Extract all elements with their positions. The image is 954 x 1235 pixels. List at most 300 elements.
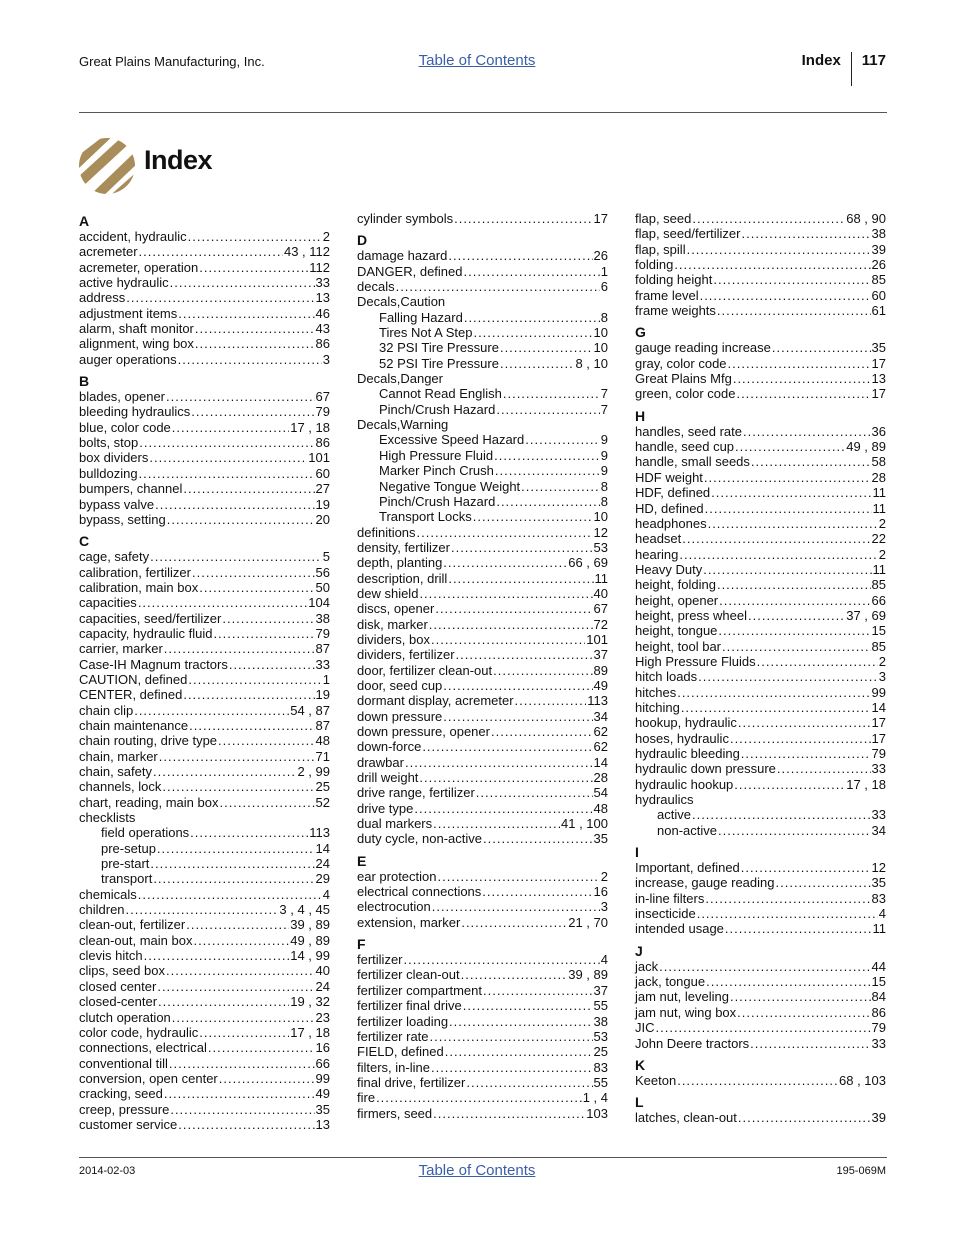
index-entry[interactable] — [79, 902, 330, 917]
index-page-refs[interactable]: 17 , 18 — [846, 776, 886, 792]
index-entry[interactable] — [635, 700, 886, 715]
index-page-refs[interactable]: 8 — [600, 309, 608, 325]
index-page-refs[interactable]: 12 — [871, 860, 886, 876]
index-page-refs[interactable]: 15 — [871, 974, 886, 990]
index-entry[interactable] — [79, 1056, 330, 1071]
index-page-refs[interactable]: 17 — [871, 715, 886, 731]
index-page-refs[interactable]: 103 — [586, 1105, 608, 1121]
index-page-refs[interactable]: 54 , 87 — [290, 702, 330, 718]
table-of-contents-link[interactable]: Table of Contents — [418, 52, 536, 69]
index-page-refs[interactable]: 13 — [315, 290, 330, 306]
index-entry[interactable] — [357, 884, 608, 899]
index-page-refs[interactable]: 87 — [315, 641, 330, 657]
index-entry[interactable] — [357, 1014, 608, 1029]
index-entry[interactable] — [635, 608, 886, 623]
index-entry[interactable] — [357, 248, 608, 263]
index-entry[interactable] — [635, 371, 886, 386]
index-entry[interactable] — [79, 733, 330, 748]
index-page-refs[interactable]: 2 , 99 — [297, 764, 330, 779]
index-page-refs[interactable]: 35 — [593, 831, 608, 847]
index-page-refs[interactable]: 43 — [315, 321, 330, 337]
index-entry[interactable] — [635, 501, 886, 516]
index-page-refs[interactable]: 68 , 90 — [846, 211, 886, 226]
index-page-refs[interactable]: 8 — [600, 493, 608, 509]
index-entry[interactable] — [357, 586, 608, 601]
index-entry[interactable] — [635, 242, 886, 257]
index-entry[interactable] — [357, 770, 608, 785]
index-entry[interactable] — [79, 718, 330, 733]
index-subentry[interactable] — [357, 340, 608, 355]
index-page-refs[interactable]: 99 — [315, 1070, 330, 1086]
index-entry[interactable] — [635, 288, 886, 303]
index-page-refs[interactable]: 11 — [872, 921, 886, 937]
index-page-refs[interactable]: 101 — [308, 450, 330, 466]
index-entry[interactable] — [635, 562, 886, 577]
index-page-refs[interactable]: 113 — [309, 825, 330, 841]
index-page-refs[interactable]: 50 — [315, 579, 330, 595]
index-page-refs[interactable]: 39 — [871, 241, 886, 257]
index-page-refs[interactable]: 10 — [593, 340, 608, 356]
index-entry[interactable] — [635, 1110, 886, 1125]
index-page-refs[interactable]: 17 — [871, 386, 886, 402]
index-entry[interactable] — [79, 641, 330, 656]
index-page-refs[interactable]: 25 — [593, 1044, 608, 1060]
index-page-refs[interactable]: 33 — [315, 275, 330, 291]
index-entry[interactable] — [79, 749, 330, 764]
index-page-refs[interactable]: 9 — [600, 447, 608, 463]
index-entry[interactable] — [635, 731, 886, 746]
index-entry[interactable] — [357, 617, 608, 632]
index-page-refs[interactable]: 87 — [315, 717, 330, 733]
index-subentry[interactable] — [357, 509, 608, 524]
index-page-refs[interactable]: 55 — [593, 1074, 608, 1090]
index-page-refs[interactable]: 36 — [871, 423, 886, 439]
index-page-refs[interactable]: 112 — [309, 259, 330, 275]
index-entry[interactable] — [635, 623, 886, 638]
index-page-refs[interactable]: 17 , 18 — [290, 1024, 330, 1040]
index-entry[interactable] — [635, 959, 886, 974]
index-entry[interactable] — [79, 764, 330, 779]
index-entry[interactable] — [357, 869, 608, 884]
index-entry[interactable] — [79, 466, 330, 481]
index-entry[interactable] — [635, 386, 886, 401]
index-entry[interactable] — [357, 264, 608, 279]
index-page-refs[interactable]: 85 — [871, 577, 886, 593]
index-page-refs[interactable]: 71 — [315, 748, 330, 764]
index-page-refs[interactable]: 1 , 4 — [582, 1090, 608, 1106]
index-entry[interactable] — [357, 915, 608, 930]
index-page-refs[interactable]: 43 , 112 — [283, 244, 330, 260]
index-page-refs[interactable]: 4 — [878, 906, 886, 922]
index-entry[interactable] — [79, 404, 330, 419]
index-entry[interactable] — [635, 454, 886, 469]
index-page-refs[interactable]: 33 — [315, 656, 330, 672]
index-page-refs[interactable]: 49 — [315, 1086, 330, 1102]
index-page-refs[interactable]: 86 — [871, 1004, 886, 1020]
index-page-refs[interactable]: 10 — [593, 325, 608, 341]
index-page-refs[interactable]: 22 — [871, 531, 886, 547]
index-entry[interactable] — [79, 963, 330, 978]
index-page-refs[interactable]: 79 — [871, 1020, 886, 1036]
index-entry[interactable] — [79, 795, 330, 810]
index-page-refs[interactable]: 14 — [315, 840, 330, 856]
index-page-refs[interactable]: 62 — [593, 724, 608, 739]
index-page-refs[interactable]: 19 — [315, 496, 330, 512]
index-page-refs[interactable]: 23 — [315, 1009, 330, 1025]
index-entry[interactable] — [635, 226, 886, 241]
index-entry[interactable] — [635, 875, 886, 890]
index-entry[interactable] — [635, 715, 886, 730]
index-page-refs[interactable]: 56 — [315, 564, 330, 580]
index-entry[interactable] — [635, 356, 886, 371]
index-page-refs[interactable]: 3 , 4 , 45 — [279, 902, 330, 918]
index-page-refs[interactable]: 113 — [587, 693, 608, 709]
index-entry[interactable] — [635, 974, 886, 989]
index-entry[interactable] — [79, 779, 330, 794]
index-entry[interactable] — [357, 663, 608, 678]
index-entry[interactable] — [79, 1086, 330, 1101]
index-subentry[interactable] — [357, 310, 608, 325]
index-entry[interactable] — [79, 435, 330, 450]
index-entry[interactable] — [79, 497, 330, 512]
index-entry[interactable] — [79, 948, 330, 963]
index-entry[interactable] — [79, 887, 330, 902]
index-page-refs[interactable]: 35 — [871, 340, 886, 356]
index-page-refs[interactable]: 40 — [593, 585, 608, 601]
index-entry[interactable] — [635, 685, 886, 700]
index-page-refs[interactable]: 49 , 89 — [290, 932, 330, 948]
index-page-refs[interactable]: 79 — [871, 746, 886, 761]
index-entry[interactable] — [635, 746, 886, 761]
index-page-refs[interactable]: 62 — [593, 739, 608, 755]
index-entry[interactable] — [635, 516, 886, 531]
index-entry[interactable] — [635, 906, 886, 921]
index-page-refs[interactable]: 1 — [600, 263, 608, 279]
index-page-refs[interactable]: 39 , 89 — [290, 917, 330, 933]
index-subentry[interactable] — [357, 325, 608, 340]
index-entry[interactable] — [79, 260, 330, 275]
index-page-refs[interactable]: 17 — [593, 211, 608, 226]
index-entry[interactable] — [635, 577, 886, 592]
index-entry[interactable] — [357, 632, 608, 647]
index-entry[interactable] — [357, 1075, 608, 1090]
index-page-refs[interactable]: 11 — [594, 570, 608, 586]
index-entry[interactable] — [79, 1025, 330, 1040]
index-page-refs[interactable]: 14 — [593, 754, 608, 770]
index-subentry[interactable] — [635, 823, 886, 838]
index-entry[interactable] — [635, 654, 886, 669]
index-entry[interactable] — [357, 601, 608, 616]
index-page-refs[interactable]: 3 — [878, 669, 886, 685]
index-page-refs[interactable]: 33 — [871, 1035, 886, 1051]
index-page-refs[interactable]: 84 — [871, 989, 886, 1005]
index-entry[interactable] — [79, 420, 330, 435]
index-page-refs[interactable]: 38 — [871, 226, 886, 242]
index-entry[interactable] — [79, 979, 330, 994]
index-entry[interactable] — [357, 1090, 608, 1105]
index-entry[interactable] — [635, 669, 886, 684]
index-page-refs[interactable]: 17 , 18 — [290, 419, 330, 435]
index-entry[interactable] — [357, 1106, 608, 1121]
index-entry[interactable] — [357, 211, 608, 226]
index-page-refs[interactable]: 79 — [315, 404, 330, 420]
index-page-refs[interactable]: 48 — [593, 800, 608, 816]
index-page-refs[interactable]: 25 — [315, 779, 330, 795]
index-page-refs[interactable]: 61 — [871, 303, 886, 319]
index-entry[interactable] — [635, 340, 886, 355]
index-entry[interactable] — [79, 672, 330, 687]
index-entry[interactable] — [79, 595, 330, 610]
index-entry[interactable] — [635, 921, 886, 936]
index-entry[interactable] — [635, 860, 886, 875]
index-entry[interactable] — [79, 933, 330, 948]
index-entry[interactable] — [79, 565, 330, 580]
index-page-refs[interactable]: 66 — [871, 592, 886, 608]
index-entry[interactable] — [357, 525, 608, 540]
index-subentry[interactable] — [357, 494, 608, 509]
index-subentry[interactable] — [79, 825, 330, 840]
index-page-refs[interactable]: 29 — [315, 871, 330, 887]
index-page-refs[interactable]: 83 — [871, 890, 886, 906]
index-entry[interactable] — [79, 1040, 330, 1055]
index-entry[interactable] — [357, 1044, 608, 1059]
index-entry[interactable] — [79, 1010, 330, 1025]
index-entry[interactable] — [357, 785, 608, 800]
index-subentry[interactable] — [357, 448, 608, 463]
index-entry[interactable] — [635, 1005, 886, 1020]
index-page-refs[interactable]: 72 — [593, 616, 608, 632]
index-entry[interactable] — [635, 989, 886, 1004]
index-entry[interactable] — [79, 549, 330, 564]
index-page-refs[interactable]: 15 — [871, 623, 886, 639]
index-subentry[interactable] — [357, 356, 608, 371]
index-entry[interactable] — [357, 755, 608, 770]
index-page-refs[interactable]: 26 — [871, 257, 886, 273]
index-entry[interactable] — [357, 724, 608, 739]
index-entry[interactable] — [635, 1020, 886, 1035]
index-page-refs[interactable]: 86 — [315, 336, 330, 352]
index-page-refs[interactable]: 4 — [322, 886, 330, 902]
index-page-refs[interactable]: 34 — [593, 708, 608, 724]
index-entry[interactable] — [635, 424, 886, 439]
index-entry[interactable] — [635, 593, 886, 608]
index-entry[interactable] — [79, 244, 330, 259]
index-page-refs[interactable]: 40 — [315, 963, 330, 979]
index-page-refs[interactable]: 19 , 32 — [290, 994, 330, 1010]
index-entry[interactable] — [79, 306, 330, 321]
index-page-refs[interactable]: 7 — [600, 401, 608, 417]
index-entry[interactable] — [635, 891, 886, 906]
index-page-refs[interactable]: 33 — [871, 761, 886, 777]
index-page-refs[interactable]: 17 — [871, 355, 886, 371]
index-page-refs[interactable]: 1 — [322, 671, 330, 687]
index-entry[interactable] — [635, 777, 886, 792]
index-page-refs[interactable]: 2 — [322, 229, 330, 244]
index-page-refs[interactable]: 6 — [600, 279, 608, 295]
index-page-refs[interactable]: 79 — [315, 625, 330, 641]
index-page-refs[interactable]: 7 — [600, 386, 608, 402]
index-entry[interactable] — [79, 352, 330, 367]
index-page-refs[interactable]: 3 — [322, 351, 330, 367]
index-entry[interactable] — [79, 450, 330, 465]
index-page-refs[interactable]: 11 — [872, 561, 886, 577]
index-entry[interactable] — [79, 229, 330, 244]
index-page-refs[interactable]: 8 — [600, 478, 608, 494]
index-entry[interactable] — [79, 1102, 330, 1117]
index-page-refs[interactable]: 2 — [878, 653, 886, 669]
index-subentry[interactable] — [79, 841, 330, 856]
index-page-refs[interactable]: 67 — [315, 389, 330, 405]
index-entry[interactable] — [357, 801, 608, 816]
index-page-refs[interactable]: 35 — [315, 1101, 330, 1117]
index-entry[interactable] — [79, 321, 330, 336]
index-subentry[interactable] — [357, 463, 608, 478]
index-subentry[interactable] — [357, 386, 608, 401]
index-page-refs[interactable]: 11 — [872, 500, 886, 516]
index-page-refs[interactable]: 85 — [871, 272, 886, 288]
index-subentry[interactable] — [635, 807, 886, 822]
index-page-refs[interactable]: 33 — [871, 807, 886, 823]
index-page-refs[interactable]: 4 — [600, 952, 608, 968]
index-entry[interactable] — [357, 709, 608, 724]
index-entry[interactable] — [79, 611, 330, 626]
index-entry[interactable] — [635, 470, 886, 485]
index-page-refs[interactable]: 66 — [315, 1055, 330, 1071]
index-entry[interactable] — [357, 831, 608, 846]
index-entry[interactable] — [357, 647, 608, 662]
table-of-contents-link-footer[interactable]: Table of Contents — [418, 1162, 536, 1179]
index-page-refs[interactable]: 41 , 100 — [561, 816, 608, 832]
index-entry[interactable] — [357, 571, 608, 586]
index-page-refs[interactable]: 16 — [315, 1040, 330, 1056]
index-page-refs[interactable]: 14 — [871, 699, 886, 715]
index-page-refs[interactable]: 83 — [593, 1059, 608, 1075]
index-subentry[interactable] — [357, 432, 608, 447]
index-entry[interactable] — [79, 290, 330, 305]
index-entry[interactable] — [635, 531, 886, 546]
index-entry[interactable] — [79, 687, 330, 702]
index-entry[interactable] — [79, 994, 330, 1009]
index-page-refs[interactable]: 49 , 89 — [846, 439, 886, 455]
index-page-refs[interactable]: 60 — [871, 287, 886, 303]
index-page-refs[interactable]: 28 — [871, 469, 886, 485]
index-entry[interactable] — [357, 816, 608, 831]
index-entry[interactable] — [357, 952, 608, 967]
index-subentry[interactable] — [79, 871, 330, 886]
index-page-refs[interactable]: 24 — [315, 856, 330, 872]
index-entry[interactable] — [79, 626, 330, 641]
index-page-refs[interactable]: 37 , 69 — [846, 607, 886, 623]
index-page-refs[interactable]: 39 — [871, 1110, 886, 1126]
index-page-refs[interactable]: 99 — [871, 684, 886, 700]
index-page-refs[interactable]: 17 — [871, 730, 886, 746]
index-entry[interactable] — [79, 336, 330, 351]
index-page-refs[interactable]: 38 — [315, 610, 330, 626]
index-entry[interactable] — [357, 899, 608, 914]
index-entry[interactable] — [635, 639, 886, 654]
index-page-refs[interactable]: 3 — [600, 899, 608, 915]
index-page-refs[interactable]: 53 — [593, 1028, 608, 1044]
index-page-refs[interactable]: 24 — [315, 978, 330, 994]
index-entry[interactable] — [357, 998, 608, 1013]
index-entry[interactable] — [357, 983, 608, 998]
index-page-refs[interactable]: 39 , 89 — [568, 967, 608, 983]
index-page-refs[interactable]: 26 — [593, 248, 608, 264]
index-page-refs[interactable]: 49 — [593, 677, 608, 693]
index-page-refs[interactable]: 68 , 103 — [839, 1072, 886, 1088]
index-page-refs[interactable]: 38 — [593, 1013, 608, 1029]
index-page-refs[interactable]: 52 — [315, 794, 330, 810]
index-page-refs[interactable]: 46 — [315, 305, 330, 321]
index-page-refs[interactable]: 2 — [600, 868, 608, 884]
index-page-refs[interactable]: 44 — [871, 958, 886, 974]
index-page-refs[interactable]: 101 — [586, 631, 608, 647]
index-page-refs[interactable]: 86 — [315, 435, 330, 451]
index-page-refs[interactable]: 37 — [593, 647, 608, 663]
index-page-refs[interactable]: 21 , 70 — [568, 914, 608, 930]
index-entry[interactable] — [357, 693, 608, 708]
index-page-refs[interactable]: 67 — [593, 601, 608, 617]
index-page-refs[interactable]: 28 — [593, 770, 608, 786]
index-subentry[interactable] — [357, 479, 608, 494]
index-entry[interactable] — [635, 303, 886, 318]
index-page-refs[interactable]: 37 — [593, 982, 608, 998]
index-page-refs[interactable]: 55 — [593, 998, 608, 1014]
index-entry[interactable] — [79, 512, 330, 527]
index-page-refs[interactable]: 20 — [315, 511, 330, 527]
index-entry[interactable] — [635, 272, 886, 287]
index-entry[interactable] — [357, 678, 608, 693]
index-entry[interactable] — [357, 1029, 608, 1044]
index-page-refs[interactable]: 14 , 99 — [290, 948, 330, 964]
index-page-refs[interactable]: 53 — [593, 539, 608, 555]
index-entry[interactable] — [79, 1071, 330, 1086]
index-page-refs[interactable]: 66 , 69 — [568, 555, 608, 571]
index-entry[interactable] — [357, 1060, 608, 1075]
index-page-refs[interactable]: 10 — [593, 509, 608, 525]
index-page-refs[interactable]: 35 — [871, 875, 886, 891]
index-page-refs[interactable]: 12 — [593, 524, 608, 540]
index-entry[interactable] — [79, 389, 330, 404]
index-entry[interactable] — [635, 485, 886, 500]
index-entry[interactable] — [79, 703, 330, 718]
index-entry[interactable] — [635, 1073, 886, 1088]
index-page-refs[interactable]: 11 — [872, 485, 886, 501]
index-page-refs[interactable]: 89 — [593, 662, 608, 678]
index-entry[interactable] — [635, 1036, 886, 1051]
index-page-refs[interactable]: 2 — [878, 515, 886, 531]
index-page-refs[interactable]: 13 — [871, 371, 886, 387]
index-page-refs[interactable]: 34 — [871, 822, 886, 838]
index-entry[interactable] — [635, 439, 886, 454]
index-entry[interactable] — [79, 657, 330, 672]
index-page-refs[interactable]: 16 — [593, 884, 608, 900]
index-page-refs[interactable]: 85 — [871, 638, 886, 654]
index-entry[interactable] — [79, 1117, 330, 1132]
index-entry[interactable] — [79, 481, 330, 496]
index-page-refs[interactable]: 5 — [322, 549, 330, 565]
index-entry[interactable] — [635, 761, 886, 776]
index-entry[interactable] — [79, 580, 330, 595]
index-entry[interactable] — [357, 967, 608, 982]
index-entry[interactable] — [79, 917, 330, 932]
index-subentry[interactable] — [357, 402, 608, 417]
index-entry[interactable] — [357, 540, 608, 555]
index-page-refs[interactable]: 19 — [315, 687, 330, 703]
index-page-refs[interactable]: 104 — [308, 595, 330, 611]
index-entry[interactable] — [357, 739, 608, 754]
index-page-refs[interactable]: 8 , 10 — [575, 355, 608, 371]
